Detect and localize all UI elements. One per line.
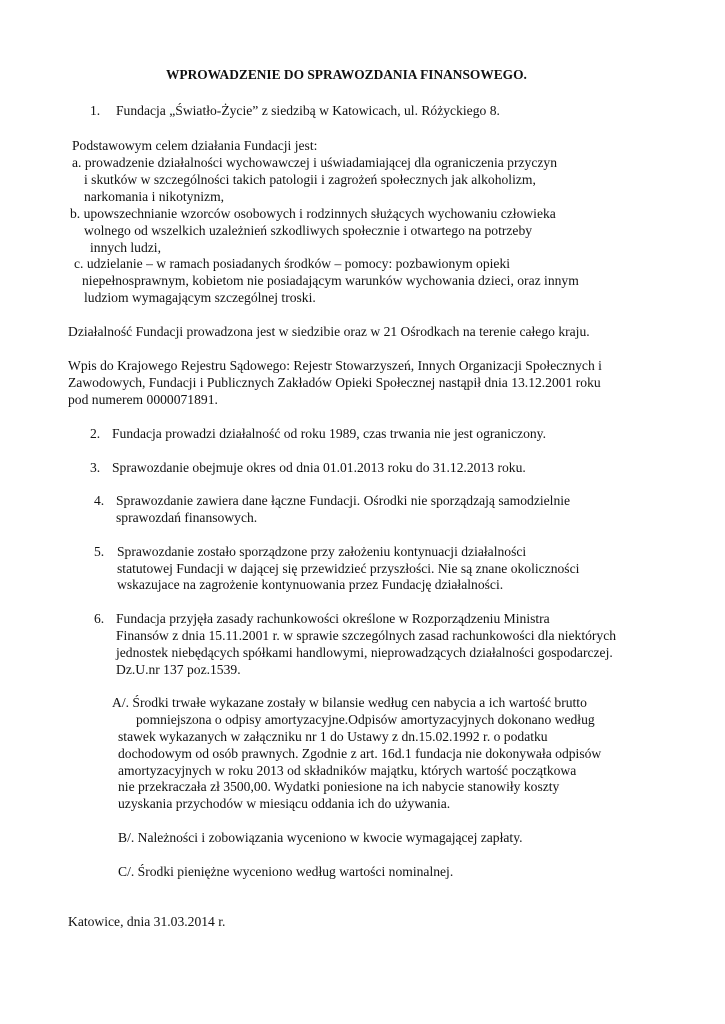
item2-number: 2. (90, 426, 101, 441)
item6-line: Finansów z dnia 15.11.2001 r. w sprawie szczególnych zasad rachunkowości dla niektórych (116, 628, 617, 643)
subsection-a-line: dochodowym od osób prawnych. Zgodnie z art. 16d.1 fundacja nie dokonywała odpisów (118, 746, 602, 761)
goal-a-line: narkomania i nikotynizm, (84, 189, 225, 204)
item3-text: Sprawozdanie obejmuje okres od dnia 01.01.2013 roku do 31.12.2013 roku. (112, 460, 526, 475)
subsection-a-line: amortyzacyjnych w roku 2013 od składników majątku, których wartość początkowa (118, 763, 577, 778)
goal-c-line: niepełnosprawnym, kobietom nie posiadającym warunków wychowania dzieci, oraz innym (82, 273, 579, 288)
item5-number: 5. (94, 544, 105, 559)
registry-line: Wpis do Krajowego Rejestru Sądowego: Rejestr Stowarzyszeń, Innych Organizacji Społecznych i (68, 358, 602, 373)
registry-line: pod numerem 0000071891. (68, 392, 218, 407)
item4-number: 4. (94, 493, 105, 508)
goal-a-line: a. prowadzenie działalności wychowawczej i uświadamiającej dla ograniczenia przyczyn (72, 155, 557, 170)
goal-b-line: innych ludzi, (90, 240, 161, 255)
item5-line: statutowej Fundacji w dającej się przewidzieć przyszłości. Nie są znane okoliczności (117, 561, 580, 576)
item5-line: wskazujace na zagrożenie kontynuowania przez Fundację działalności. (117, 577, 504, 592)
subsection-b-text: B/. Należności i zobowiązania wyceniono w kwocie wymagającej zapłaty. (118, 830, 523, 845)
subsection-a-line: stawek wykazanych w załączniku nr 1 do Ustawy z dn.15.02.1992 r. o podatku (118, 729, 548, 744)
subsection-c-text: C/. Środki pieniężne wyceniono według wartości nominalnej. (118, 864, 454, 879)
place-date-footer: Katowice, dnia 31.03.2014 r. (68, 914, 226, 929)
item1-text: Fundacja „Światło-Życie” z siedzibą w Katowicach, ul. Różyckiego 8. (116, 103, 500, 118)
subsection-a-line: uzyskania przychodów w miesiącu oddania ich do używania. (118, 796, 451, 811)
item4-line: sprawozdań finansowych. (116, 510, 258, 525)
item3-number: 3. (90, 460, 101, 475)
item6-line: jednostek niebędących spółkami handlowymi, nieprowadzących działalności gospodarczej. (116, 645, 613, 660)
goals-intro: Podstawowym celem działania Fundacji jest: (72, 138, 318, 153)
item6-line: Dz.U.nr 137 poz.1539. (116, 662, 241, 677)
subsection-a-line: pomniejszona o odpisy amortyzacyjne.Odpisów amortyzacyjnych dokonano według (136, 712, 595, 727)
document-title: WPROWADZENIE DO SPRAWOZDANIA FINANSOWEGO. (166, 67, 527, 82)
goal-b-line: wolnego od wszelkich uzależnień szkodliwych społecznie i otwartego na potrzeby (84, 223, 533, 238)
item1-number: 1. (90, 103, 101, 118)
goal-c-line: c. udzielanie – w ramach posiadanych środków – pomocy: pozbawionym opieki (74, 256, 511, 271)
activity-text: Działalność Fundacji prowadzona jest w siedzibie oraz w 21 Ośrodkach na terenie całego kraju. (68, 324, 590, 339)
item4-line: Sprawozdanie zawiera dane łączne Fundacji. Ośrodki nie sporządzają samodzielnie (116, 493, 571, 508)
subsection-a-line: A/. Środki trwałe wykazane zostały w bilansie według cen nabycia a ich wartość brutto (112, 695, 587, 710)
goal-a-line: i skutków w szczególności takich patologii i zagrożeń społecznych jak alkoholizm, (84, 172, 536, 187)
subsection-a-line: nie przekraczała zł 3500,00. Wydatki poniesione na ich nabycie stanowiły koszty (118, 779, 560, 794)
goal-c-line: ludziom wymagającym szczególnej troski. (84, 290, 316, 305)
item2-text: Fundacja prowadzi działalność od roku 1989, czas trwania nie jest ograniczony. (112, 426, 546, 441)
goal-b-line: b. upowszechnianie wzorców osobowych i rodzinnych służących wychowaniu człowieka (70, 206, 556, 221)
registry-line: Zawodowych, Fundacji i Publicznych Zakładów Opieki Społecznej nastąpił dnia 13.12.2001 roku (68, 375, 601, 390)
item5-line: Sprawozdanie zostało sporządzone przy założeniu kontynuacji działalności (117, 544, 527, 559)
item6-line: Fundacja przyjęła zasady rachunkowości określone w Rozporządzeniu Ministra (116, 611, 550, 626)
item6-number: 6. (94, 611, 105, 626)
